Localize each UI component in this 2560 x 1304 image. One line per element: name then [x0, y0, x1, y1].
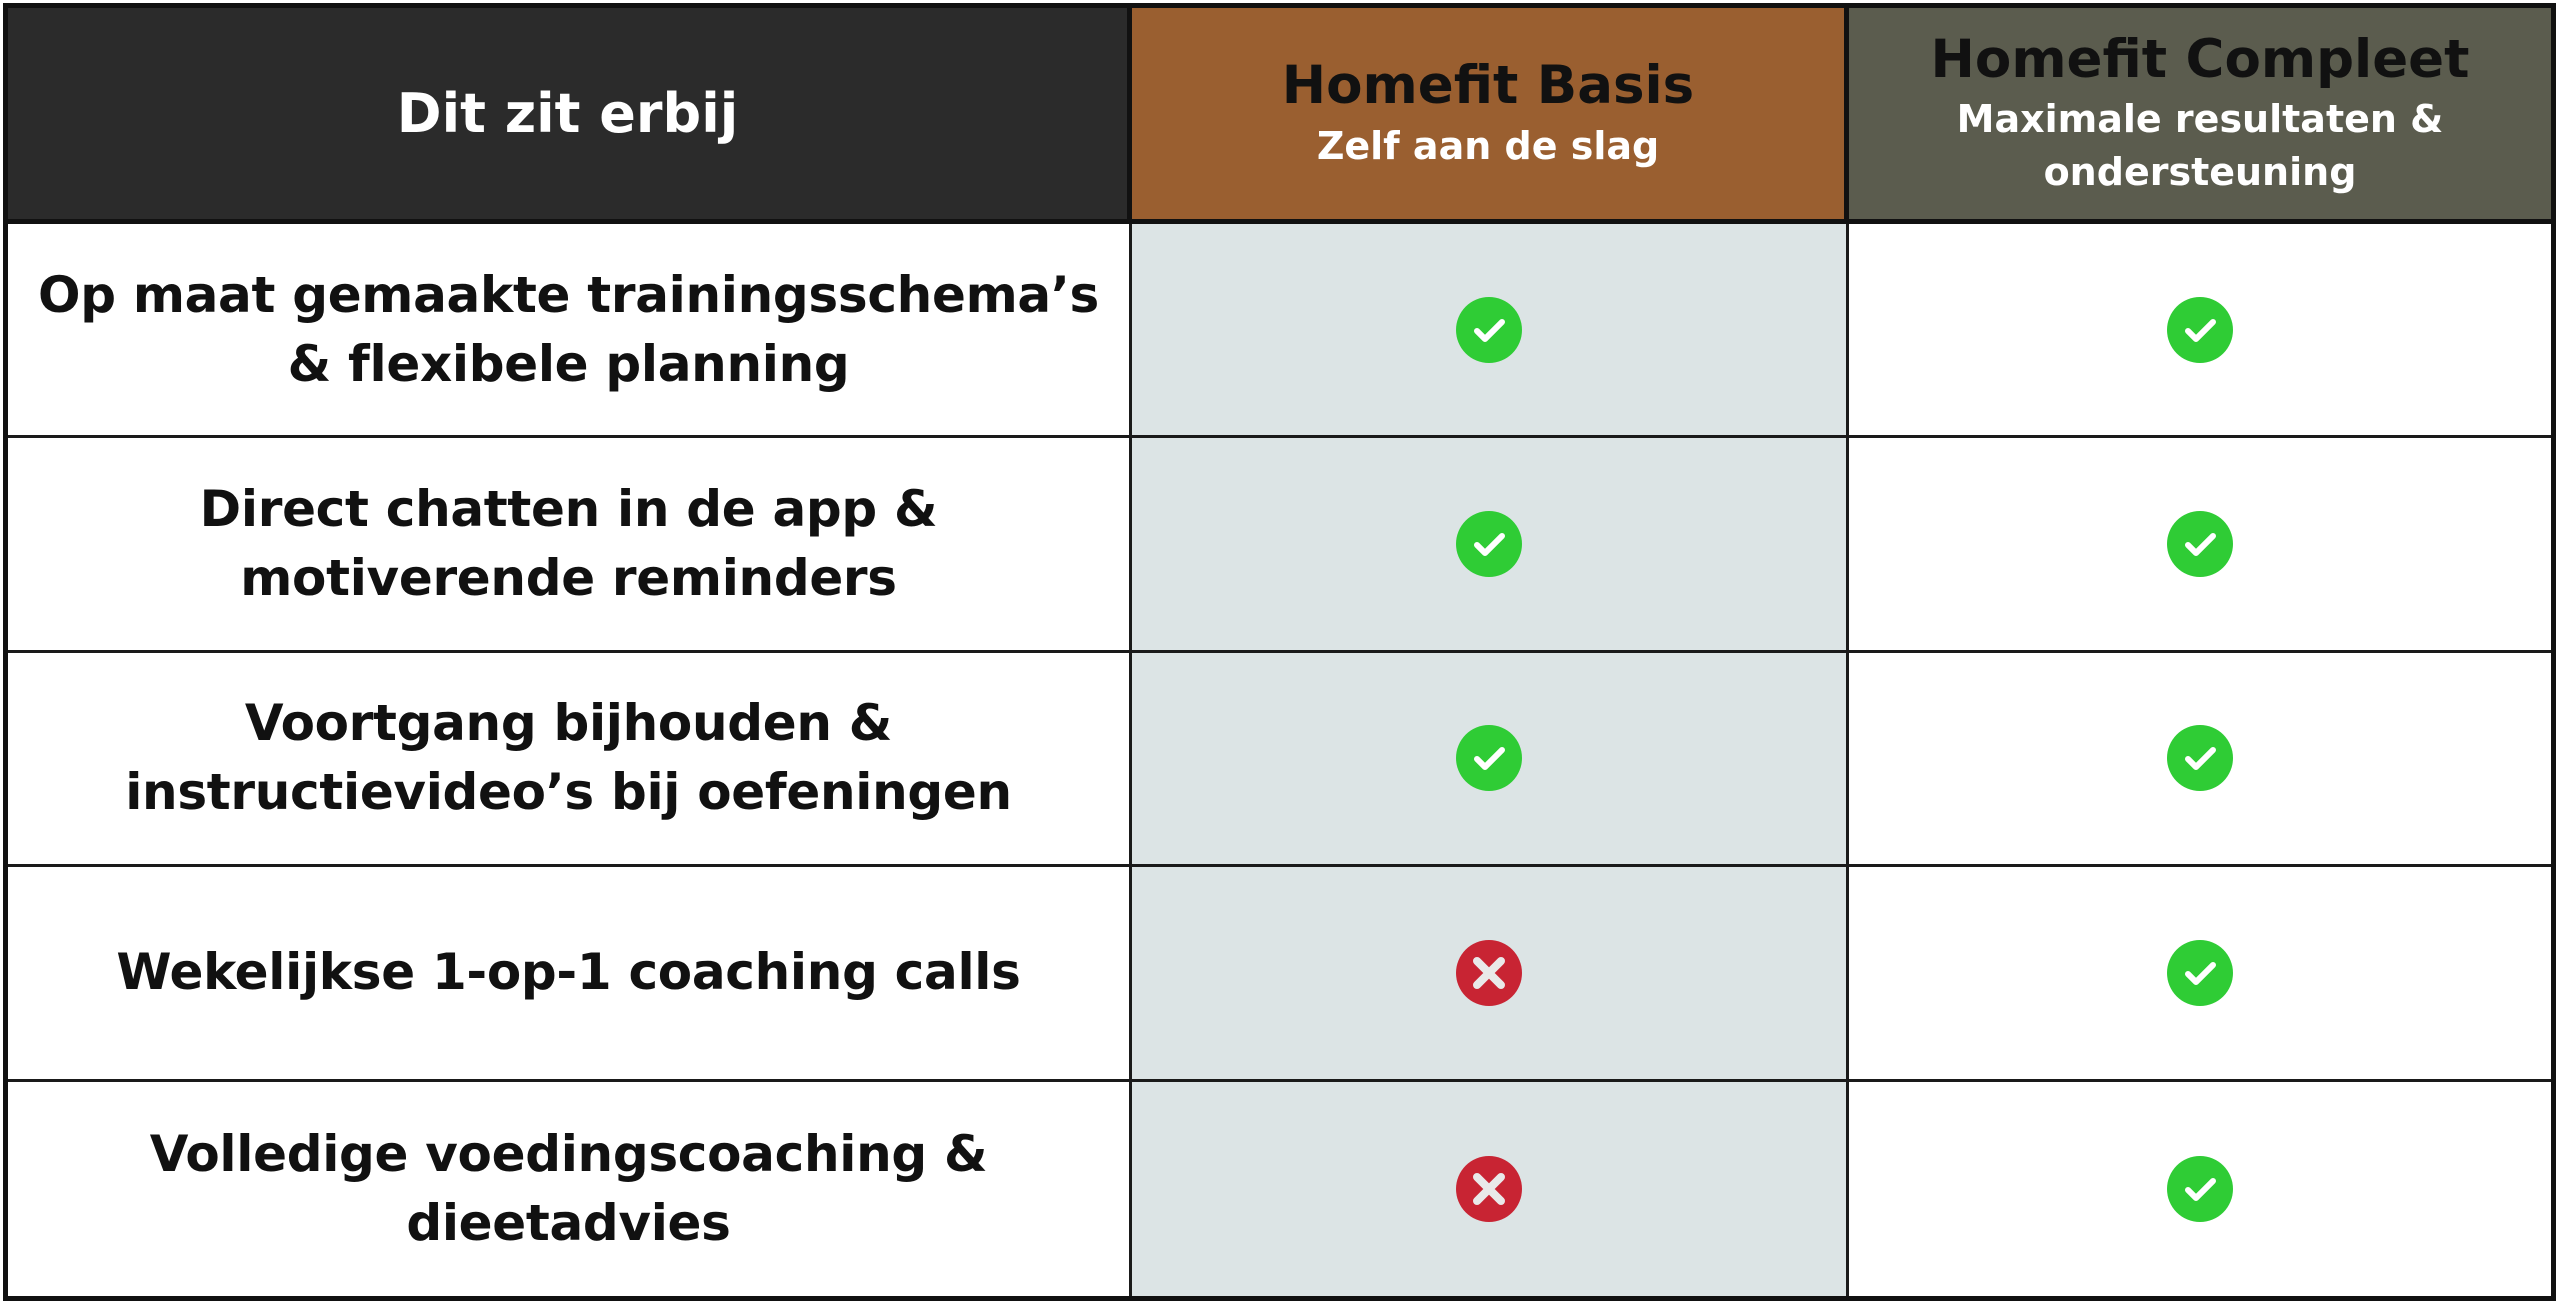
basis-cell [1132, 867, 1849, 1081]
feature-cell [8, 1082, 1132, 1296]
compleet-cell [1849, 1082, 2551, 1296]
header-plan-compleet [1849, 8, 2551, 224]
compleet-cell [1849, 224, 2551, 438]
feature-label: Direct chatten in de app & motiverende reminders [199, 480, 938, 608]
check-icon [2166, 1155, 2234, 1223]
cross-icon [1455, 939, 1523, 1007]
feature-cell [8, 867, 1132, 1081]
check-icon [1455, 296, 1523, 364]
plan-subtitle: Maximale resultaten & ondersteuning [1956, 97, 2444, 195]
check-icon [2166, 939, 2234, 1007]
basis-cell [1132, 438, 1849, 652]
comparison-table [3, 3, 2556, 1301]
check-icon [1455, 724, 1523, 792]
basis-cell [1132, 224, 1849, 438]
cross-icon [1455, 1155, 1523, 1223]
check-icon [1455, 510, 1523, 578]
check-icon [2166, 724, 2234, 792]
check-icon [2166, 939, 2234, 1007]
check-icon [2166, 1155, 2234, 1223]
header-feature-column [8, 8, 1132, 224]
feature-label: Voortgang bijhouden & instructievideo’s bij oefeningen [125, 694, 1012, 822]
cross-icon [1455, 1155, 1523, 1223]
check-icon [2166, 296, 2234, 364]
feature-cell [8, 224, 1132, 438]
basis-cell [1132, 653, 1849, 867]
check-icon [2166, 510, 2234, 578]
compleet-cell [1849, 867, 2551, 1081]
header-plan-basis [1132, 8, 1849, 224]
plan-name: Homefit Basis [1281, 55, 1695, 117]
check-icon [1455, 510, 1523, 578]
check-icon [2166, 296, 2234, 364]
cross-icon [1455, 939, 1523, 1007]
plan-name: Homefit Compleet [1930, 28, 2470, 90]
feature-label: Volledige voedingscoaching & dieetadvies [149, 1124, 988, 1252]
compleet-cell [1849, 653, 2551, 867]
feature-label: Wekelijkse 1-op-1 coaching calls [116, 943, 1021, 1002]
check-icon [1455, 724, 1523, 792]
check-icon [2166, 510, 2234, 578]
compleet-cell [1849, 438, 2551, 652]
check-icon [1455, 296, 1523, 364]
feature-cell [8, 653, 1132, 867]
check-icon [2166, 724, 2234, 792]
feature-column-title: Dit zit erbij [396, 82, 739, 145]
basis-cell [1132, 1082, 1849, 1296]
feature-label: Op maat gemaakte trainingsschema’s & flexibele planning [38, 265, 1099, 393]
feature-cell [8, 438, 1132, 652]
plan-subtitle: Zelf aan de slag [1316, 123, 1660, 168]
